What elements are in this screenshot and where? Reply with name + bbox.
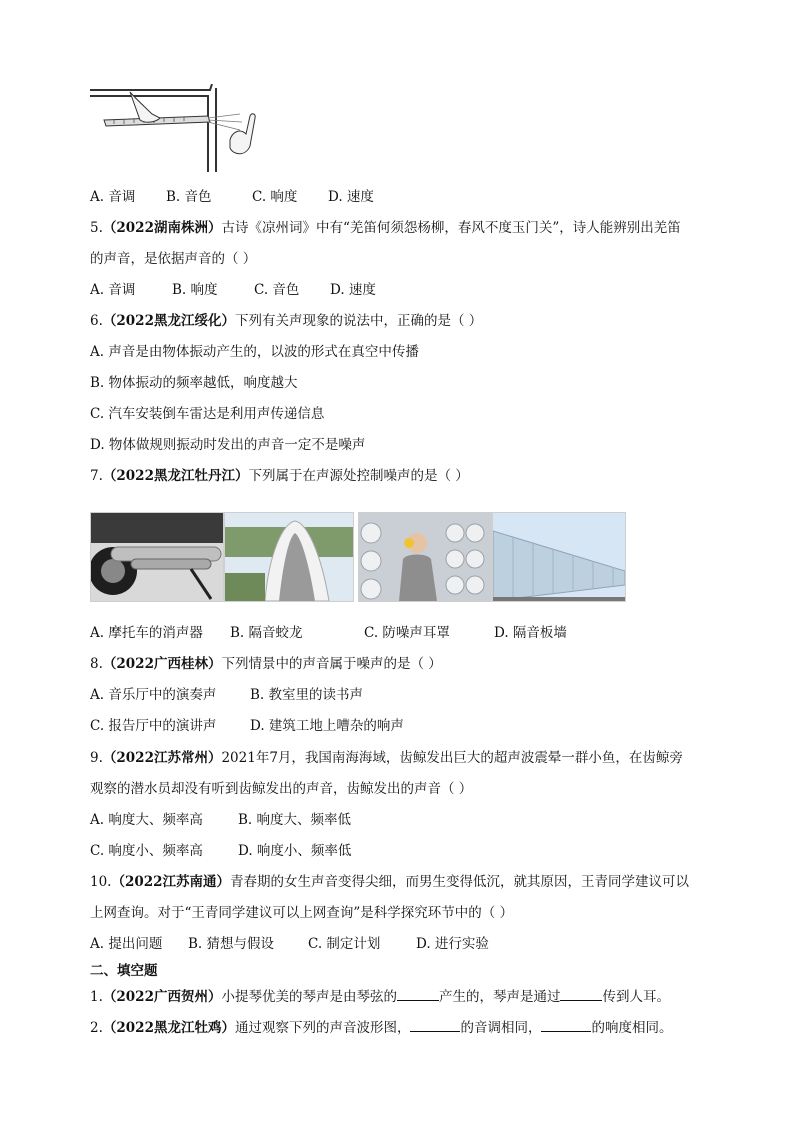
f1-source: （2022广西贺州） [102, 989, 222, 1005]
q9-number: 9. [90, 750, 103, 766]
q8-option-c[interactable]: C. 报告厅中的演讲声 [90, 718, 217, 734]
f1-text-part2: 产生的，琴声是通过 [438, 989, 561, 1005]
q8-option-b[interactable]: B. 教室里的读书声 [250, 687, 364, 703]
q5-stem-line1 [90, 219, 681, 237]
q10-source: （2022江苏南通） [111, 874, 231, 890]
q8-option-d[interactable]: D. 建筑工地上嘈杂的响声 [250, 718, 404, 734]
q7-text: 下列属于在声源处控制噪声的是（ ） [248, 468, 469, 484]
q9-options-row2 [90, 842, 351, 860]
f1-text-part1: 小提琴优美的琴声是由琴弦的 [221, 989, 397, 1005]
q8-text: 下列情景中的声音属于噪声的是（ ） [221, 656, 442, 672]
q6-option-d[interactable]: D. 物体做规则振动时发出的声音一定不是噪声 [90, 437, 366, 453]
q10-option-c[interactable]: C. 制定计划 [308, 936, 381, 952]
f2-number: 2. [90, 1020, 103, 1036]
q6-option-b[interactable]: B. 物体振动的频率越低，响度越大 [90, 375, 298, 391]
q8-number: 8. [90, 656, 103, 672]
q6-text: 下列有关声现象的说法中，正确的是（ ） [234, 313, 483, 329]
q9-option-c[interactable]: C. 响度小、频率高 [90, 843, 203, 859]
q10-stem-line2: 上网查询。对于“王青同学建议可以上网查询”是科学探究环节中的（ ） [90, 905, 514, 921]
q8-source: （2022广西桂林） [102, 656, 222, 672]
q7-number: 7. [90, 468, 103, 484]
earmuff-worker-photo [358, 512, 492, 602]
q7-options [90, 624, 567, 642]
f2-source: （2022黑龙江牡鸡） [102, 1020, 235, 1036]
q8-options-row2 [90, 717, 404, 735]
q5-stem-line2: 的声音，是依据声音的（ ） [90, 251, 257, 267]
soundproof-tunnel-photo [224, 512, 354, 602]
q10-options [90, 935, 489, 953]
q10-option-a[interactable]: A. 提出问题 [90, 936, 163, 952]
q9-stem-line1 [90, 749, 683, 767]
q7-source: （2022黑龙江牡丹江） [102, 468, 249, 484]
soundproof-wall-photo [492, 512, 626, 602]
f1-text-part3: 传到人耳。 [602, 989, 670, 1005]
q8-stem [90, 655, 442, 673]
q9-source: （2022江苏常州） [102, 750, 222, 766]
q9-option-b[interactable]: B. 响度大、频率低 [238, 812, 352, 828]
q8-options-row1 [90, 686, 363, 704]
q9-options-row1 [90, 811, 351, 829]
f2-text-part3: 的响度相同。 [591, 1020, 673, 1036]
f1-blank-2[interactable] [560, 987, 602, 1001]
q5-option-a[interactable]: A. 音调 [90, 282, 136, 298]
q6-source: （2022黑龙江绥化） [102, 313, 235, 329]
q10-stem-line1 [90, 873, 689, 891]
q10-text: 青春期的女生声音变得尖细，而男生变得低沉，就其原因，王青同学建议可以 [230, 874, 690, 890]
q9-option-a[interactable]: A. 响度大、频率高 [90, 812, 203, 828]
q9-option-d[interactable]: D. 响度小、频率低 [238, 843, 352, 859]
q5-source: （2022湖南株洲） [102, 220, 222, 236]
q5-options [90, 281, 376, 299]
q6-stem [90, 312, 482, 330]
q7-option-a[interactable]: A. 摩托车的消声器 [90, 625, 203, 641]
q5-option-c[interactable]: C. 音色 [254, 282, 300, 298]
q7-option-c[interactable]: C. 防噪声耳罩 [364, 625, 450, 641]
ruler-table-figure [90, 84, 262, 174]
q9-stem-line2: 观察的潜水员却没有听到齿鲸发出的声音，齿鲸发出的声音（ ） [90, 781, 473, 797]
q4-option-c[interactable]: C. 响度 [252, 189, 298, 205]
q10-number: 10. [90, 874, 112, 890]
f1-number: 1. [90, 989, 103, 1005]
q5-option-d[interactable]: D. 速度 [330, 282, 376, 298]
q7-stem [90, 467, 469, 485]
q10-option-d[interactable]: D. 进行实验 [416, 936, 489, 952]
q4-option-a[interactable]: A. 音调 [90, 189, 136, 205]
f1-stem [90, 987, 670, 1006]
q6-number: 6. [90, 313, 103, 329]
q4-option-d[interactable]: D. 速度 [328, 189, 374, 205]
section-title-fill-in: 二、填空题 [90, 963, 158, 979]
q8-option-a[interactable]: A. 音乐厅中的演奏声 [90, 687, 217, 703]
q7-option-d[interactable]: D. 隔音板墙 [494, 625, 567, 641]
f2-text-part2: 的音调相同， [460, 1020, 542, 1036]
q6-option-a[interactable]: A. 声音是由物体振动产生的，以波的形式在真空中传播 [90, 344, 419, 360]
motorcycle-muffler-photo [90, 512, 224, 602]
f2-blank-2[interactable] [541, 1018, 591, 1032]
q4-options [90, 188, 374, 206]
q4-option-b[interactable]: B. 音色 [166, 189, 212, 205]
q5-text: 古诗《凉州词》中有“羌笛何须怨杨柳，春风不度玉门关”，诗人能辨别出羌笛 [221, 220, 681, 236]
q10-option-b[interactable]: B. 猜想与假设 [188, 936, 275, 952]
f2-stem [90, 1018, 672, 1037]
q7-option-b[interactable]: B. 隔音蛟龙 [230, 625, 303, 641]
f2-blank-1[interactable] [410, 1018, 460, 1032]
f2-text-part1: 通过观察下列的声音波形图， [234, 1020, 411, 1036]
q9-text: 2021年7月，我国南海海域，齿鲸发出巨大的超声波震晕一群小鱼，在齿鲸旁 [221, 750, 683, 766]
q5-option-b[interactable]: B. 响度 [172, 282, 218, 298]
f1-blank-1[interactable] [397, 987, 439, 1001]
q6-option-c[interactable]: C. 汽车安装倒车雷达是利用声传递信息 [90, 406, 325, 422]
q5-number: 5. [90, 220, 103, 236]
